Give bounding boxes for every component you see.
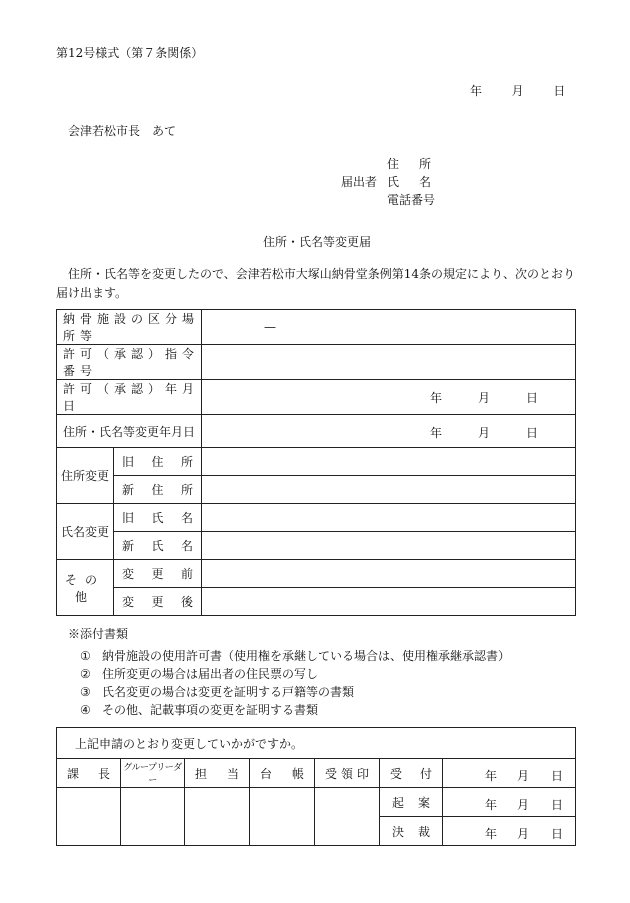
- attachment-item: [80, 665, 510, 683]
- other-change-label: その他: [57, 560, 114, 616]
- office-draft-label: 起案: [380, 788, 443, 817]
- attachment-item: [80, 647, 510, 665]
- header-date-year: 年: [470, 84, 483, 98]
- attachment-text: 住所変更の場合は届出者の住民票の写し: [102, 667, 319, 681]
- form-number: 第12号様式（第７条関係）: [56, 46, 204, 60]
- stamp-receipt-seal[interactable]: [315, 788, 380, 846]
- permit-number-label: 許可（承認）指令番号: [57, 345, 202, 380]
- approval-month: 月: [517, 827, 530, 841]
- section-value[interactable]: —: [202, 310, 576, 345]
- section-label: 納骨施設の区分場所等: [57, 310, 202, 345]
- attachment-text: 氏名変更の場合は変更を証明する戸籍等の書類: [102, 685, 355, 699]
- new-address-label: 新住所: [114, 476, 202, 504]
- attachment-number: ④: [80, 703, 91, 717]
- office-received-date[interactable]: [443, 759, 576, 788]
- new-name-label: 新氏名: [114, 532, 202, 560]
- permit-number-field[interactable]: [202, 345, 576, 380]
- attachment-number: ②: [80, 667, 91, 681]
- draft-year: 年: [485, 798, 498, 812]
- attachment-number: ①: [80, 649, 91, 663]
- approval-day: 日: [551, 827, 564, 841]
- before-change-label: 変更前: [114, 560, 202, 588]
- document-title: 住所・氏名等変更届: [263, 235, 372, 249]
- old-address-label: 旧住所: [114, 448, 202, 476]
- applicant-address-label: 住所: [387, 157, 452, 171]
- received-month: 月: [517, 769, 530, 783]
- body-text: 住所・氏名等を変更したので、会津若松市大塚山納骨堂条例第14条の規定により、次のとおり届け出ます。: [56, 267, 576, 300]
- name-change-label: 氏名変更: [57, 504, 114, 560]
- change-details-table: [56, 309, 576, 616]
- attachment-text: 納骨施設の使用許可書（使用権を承継している場合は、使用権承継承認書）: [102, 649, 511, 663]
- old-address-field[interactable]: [202, 448, 576, 476]
- stamp-staff[interactable]: [185, 788, 250, 846]
- before-change-field[interactable]: [202, 560, 576, 588]
- change-date-field[interactable]: [202, 415, 576, 448]
- new-name-field[interactable]: [202, 532, 576, 560]
- address-change-label: 住所変更: [57, 448, 114, 504]
- draft-month: 月: [517, 798, 530, 812]
- attachment-item: [80, 683, 510, 701]
- office-prompt: 上記申請のとおり変更していかがですか。: [57, 728, 576, 759]
- stamp-group-leader[interactable]: [121, 788, 185, 846]
- office-header-receipt-seal: 受領印: [315, 759, 380, 788]
- applicant-name-label: 氏名: [387, 175, 452, 189]
- attachment-item: [80, 701, 510, 719]
- change-date-day: 日: [526, 426, 539, 440]
- office-use-table: [56, 727, 576, 846]
- office-approval-label: 決裁: [380, 817, 443, 846]
- header-date-day: 日: [553, 84, 566, 98]
- after-change-field[interactable]: [202, 588, 576, 616]
- applicant-block: [341, 155, 451, 209]
- received-day: 日: [551, 769, 564, 783]
- office-header-ledger: 台帳: [250, 759, 315, 788]
- permit-date-day: 日: [526, 391, 539, 405]
- attachment-number: ③: [80, 685, 91, 699]
- old-name-label: 旧氏名: [114, 504, 202, 532]
- applicant-label: 届出者: [341, 175, 378, 189]
- stamp-ledger[interactable]: [250, 788, 315, 846]
- attachments-list: [80, 647, 510, 719]
- applicant-phone-label: 電話番号: [387, 193, 436, 207]
- office-header-staff: 担当: [185, 759, 250, 788]
- old-name-field[interactable]: [202, 504, 576, 532]
- permit-date-year: 年: [430, 391, 443, 405]
- change-date-year: 年: [430, 426, 443, 440]
- office-header-group-leader: グループリーダー: [121, 759, 185, 788]
- stamp-section-chief[interactable]: [57, 788, 121, 846]
- received-year: 年: [485, 769, 498, 783]
- office-header-section-chief: 課長: [57, 759, 121, 788]
- office-approval-date[interactable]: [443, 817, 576, 846]
- after-change-label: 変更後: [114, 588, 202, 616]
- attachments-title: ※添付書類: [68, 627, 129, 641]
- office-received-label: 受付: [380, 759, 443, 788]
- new-address-field[interactable]: [202, 476, 576, 504]
- permit-date-label: 許可（承認）年月日: [57, 380, 202, 415]
- attachment-text: その他、記載事項の変更を証明する書類: [102, 703, 319, 717]
- header-date: [470, 82, 565, 99]
- office-draft-date[interactable]: [443, 788, 576, 817]
- draft-day: 日: [551, 798, 564, 812]
- change-date-label: 住所・氏名等変更年月日: [57, 415, 202, 448]
- change-date-month: 月: [478, 426, 491, 440]
- permit-date-field[interactable]: [202, 380, 576, 415]
- permit-date-month: 月: [478, 391, 491, 405]
- approval-year: 年: [485, 827, 498, 841]
- header-date-month: 月: [511, 84, 524, 98]
- addressee: 会津若松市長 あて: [68, 124, 177, 138]
